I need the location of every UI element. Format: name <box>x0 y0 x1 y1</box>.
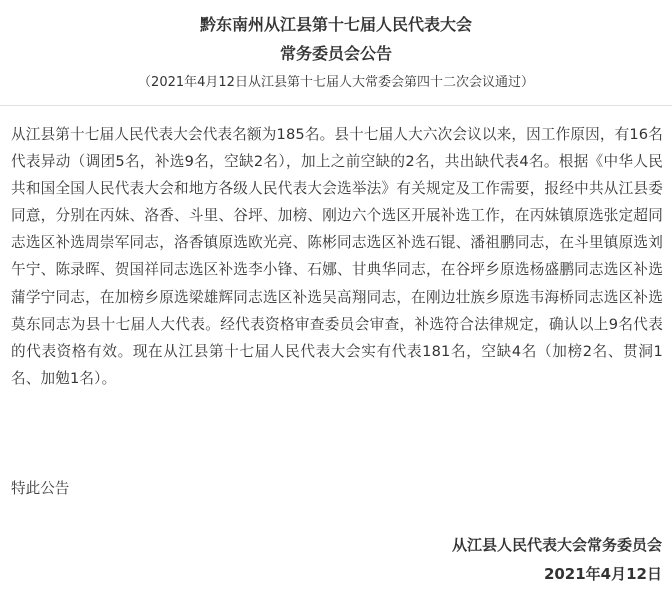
closing-phrase: 特此公告 <box>11 480 70 497</box>
adoption-note: （2021年4月12日从江县第十七届人大常委会第四十二次会议通过） <box>138 75 534 90</box>
signature-date: 2021年4月12日 <box>543 565 662 583</box>
announcement-body: 从江县第十七届人民代表大会代表名额为185名。县十七届人大六次会议以来，因工作原因，有16名代表异动（调团5名，补选9名，空缺2名），加上之前空缺的2名，共出缺代表4名。根据《中华人民共和国全国人民代表大会和地方各级人民代表大会选举法》有关规定及工作需要，报经中共从江县委同意，分别在丙妹、洛香、斗里、谷坪、加榜、刚边六个选区开展补选工作，在丙妹镇原选张定超同志选区补选周崇军同志，洛香镇原选欧光亮、陈彬同志选区补选石锟、潘祖鹏同志，在斗里镇原选刘午宁、陈录晖、贺国祥同志选区补选李小锋、石娜、甘典华同志，在谷坪乡原选杨盛鹏同志选区补选蒲学宁同志，在加榜乡原选梁雄辉同志选区补选吴高翔同志，在刚边壮族乡原选韦海桥同志选区补选莫东同志为县十七届人大代表。经代表资格审查委员会审查，补选符合法律规定，确认以上9名代表的代表资格有效。现在从江县第十七届人民代表大会实有代表181名，空缺4名（加榜2名、贯洞1名、加勉1名）。 <box>11 126 663 387</box>
document-title-line2: 常务委员会公告 <box>279 44 392 63</box>
title-divider <box>0 105 672 106</box>
document-title: 黔东南州从江县第十七届人民代表大会 <box>199 15 472 34</box>
signature-organization: 从江县人民代表大会常务委员会 <box>451 536 662 554</box>
